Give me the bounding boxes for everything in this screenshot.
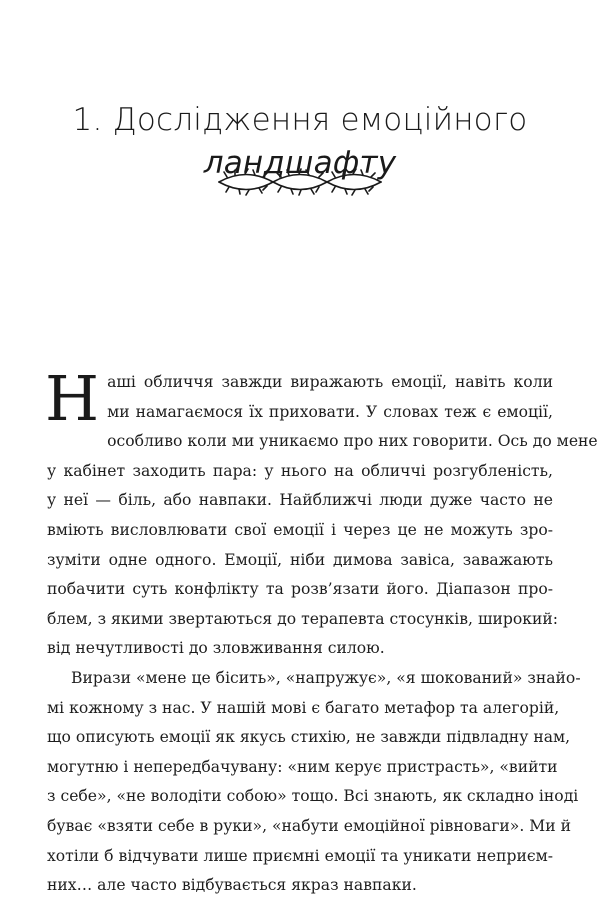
paragraph-2-line: них… але часто відбувається якраз навпаки. xyxy=(47,876,417,895)
paragraph-1-line: блем, з якими звертаються до терапевта стосунків, широкий: xyxy=(47,609,559,628)
paragraph-1-line: у кабінет заходить пара: у нього на обличчі розгубленість, xyxy=(47,461,553,480)
paragraph-1-line: аші обличчя завжди виражають емоції, навіть коли xyxy=(107,373,553,391)
paragraph-2-line: хотіли б відчувати лише приємні емоції та уникати неприєм- xyxy=(47,846,553,865)
paragraph-1-line: особливо коли ми уникаємо про них говорити. Ось до мене xyxy=(107,432,598,451)
paragraph-2-line: мі кожному з нас. У нашій мові є багато метафор та алегорій, xyxy=(47,698,560,717)
paragraph-2-line: з себе», «не володіти собою» тощо. Всі знають, як складно іноді xyxy=(47,787,579,806)
paragraph-1-line: побачити суть конфлікту та розв’язати його. Діапазон про- xyxy=(47,580,553,599)
chapter-title-line-2: ландшафту xyxy=(203,144,397,181)
paragraph-1-line: у неї — біль, або навпаки. Найближчі люди дуже часто не xyxy=(47,491,553,510)
paragraph-2-line: що описують емоції як якусь стихію, не завжди підвладну нам, xyxy=(47,728,571,747)
paragraph-1-line: ми намагаємося їх приховати. У словах теж є емоції, xyxy=(107,402,553,421)
drop-cap: Н xyxy=(45,362,100,435)
paragraph-2 xyxy=(47,664,581,901)
paragraph-2-line: Вирази «мене це бісить», «напружує», «я шокований» знайо- xyxy=(71,668,581,687)
paragraph-1-line: вміють висловлювати свої емоції і через це не можуть зро- xyxy=(47,520,553,539)
paragraph-1-line: зуміти одне одного. Емоції, ніби димова завіса, заважають xyxy=(47,550,553,569)
paragraph-2-line: буває «взяти себе в руки», «набути емоційної рівноваги». Ми й xyxy=(47,816,571,835)
body-text xyxy=(45,362,598,901)
paragraph-2-line: могутню і непередбачувану: «ним керує пристрасть», «вийти xyxy=(47,757,558,776)
thorn-vine-ornament-icon xyxy=(215,168,385,196)
chapter-title-line-1: 1. Дослідження емоційного xyxy=(72,101,528,138)
paragraph-1-line: від нечутливості до зловживання силою. xyxy=(47,639,385,658)
paragraph-1 xyxy=(45,362,598,664)
